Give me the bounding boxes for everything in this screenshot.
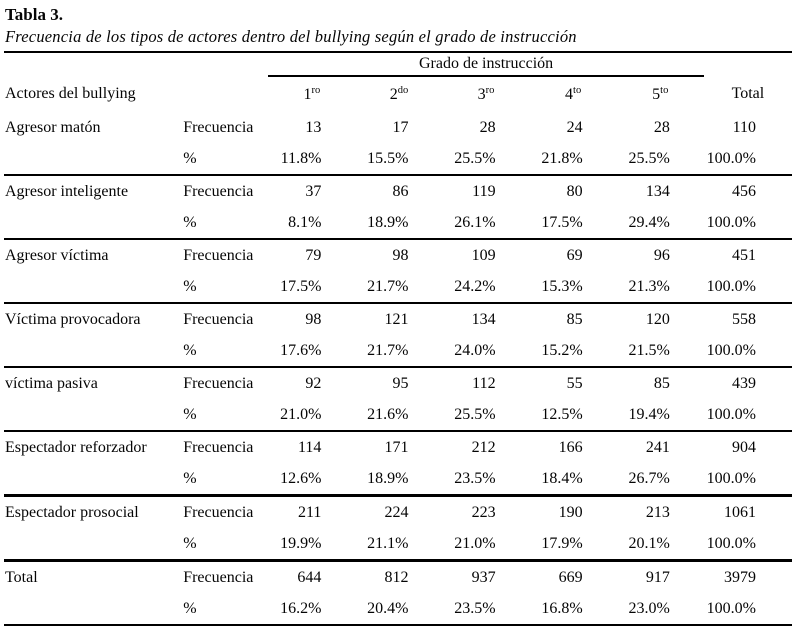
freq-cell: 86	[392, 182, 409, 200]
stat-label-frequency: Frecuencia	[183, 246, 254, 264]
pct-cell: 21.3%	[628, 277, 670, 295]
stat-label-percent: %	[183, 469, 197, 487]
pct-cell: 25.5%	[454, 405, 496, 423]
pct-cell: 21.5%	[628, 341, 670, 359]
freq-cell: 55	[566, 374, 583, 392]
grade-header-3	[442, 76, 529, 112]
pct-cell: 18.4%	[541, 469, 583, 487]
pct-cell: 29.4%	[628, 213, 670, 231]
freq-cell: 112	[472, 374, 496, 392]
actor-group-espectador-reforzador	[4, 431, 792, 496]
actor-label: Total	[5, 569, 38, 586]
grade-ordinal-suffix: to	[660, 84, 669, 96]
pct-cell: 17.9%	[541, 534, 583, 552]
pct-cell: 21.1%	[367, 534, 409, 552]
freq-cell: 28	[479, 118, 496, 136]
spanner-spacer-right	[704, 53, 792, 76]
freq-cell: 212	[471, 438, 496, 456]
actor-label: Víctima provocadora	[5, 311, 141, 328]
pct-cell: 26.7%	[628, 469, 670, 487]
stat-label-frequency: Frecuencia	[183, 374, 254, 392]
pct-cell: 20.1%	[628, 534, 670, 552]
grade-header-2	[355, 76, 442, 112]
grade-ordinal-suffix: ro	[311, 84, 321, 96]
freq-total-cell: 904	[732, 438, 756, 456]
freq-cell: 85	[566, 310, 583, 328]
freq-cell: 17	[392, 118, 409, 136]
actor-group-agresor-victima	[4, 239, 792, 303]
pct-cell: 15.3%	[541, 277, 583, 295]
freq-total-cell: 439	[732, 374, 756, 392]
pct-cell: 26.1%	[454, 213, 496, 231]
grade-base: 5	[652, 85, 661, 103]
freq-cell: 211	[297, 503, 322, 521]
stat-label-frequency: Frecuencia	[183, 118, 254, 136]
frequency-row	[4, 112, 792, 143]
frequency-row	[4, 561, 792, 594]
freq-total-cell: 451	[732, 246, 756, 264]
freq-cell: 223	[471, 503, 496, 521]
pct-cell: 23.0%	[628, 599, 670, 617]
grade-header-5	[617, 76, 704, 112]
pct-cell: 15.5%	[367, 149, 409, 167]
pct-total-cell: 100.0%	[706, 213, 756, 231]
actor-label: Espectador reforzador	[5, 439, 147, 456]
stat-label-percent: %	[183, 341, 197, 359]
freq-cell: 37	[305, 182, 322, 200]
pct-cell: 16.2%	[280, 599, 322, 617]
stat-label-percent: %	[183, 599, 197, 617]
frequency-row	[4, 239, 792, 271]
actor-group-victima-pasiva	[4, 367, 792, 431]
actor-group-espectador-prosocial	[4, 496, 792, 561]
actor-label: Agresor inteligente	[5, 183, 129, 200]
pct-cell: 18.9%	[367, 469, 409, 487]
grade-header-1	[268, 76, 355, 112]
pct-cell: 20.4%	[367, 599, 409, 617]
freq-cell: 120	[645, 310, 670, 328]
frequency-table	[4, 53, 792, 626]
grade-spanner-header: Grado de instrucción	[268, 53, 704, 76]
freq-cell: 98	[305, 310, 322, 328]
pct-cell: 24.2%	[454, 277, 496, 295]
stat-label-frequency: Frecuencia	[183, 503, 254, 521]
freq-cell: 171	[384, 438, 409, 456]
freq-cell: 109	[471, 246, 496, 264]
actor-label: Agresor matón	[5, 119, 101, 136]
freq-cell: 96	[653, 246, 670, 264]
table-title: Tabla 3.	[5, 5, 63, 24]
stat-label-frequency: Frecuencia	[183, 568, 254, 586]
freq-cell: 79	[305, 246, 322, 264]
total-group	[4, 561, 792, 626]
freq-cell: 644	[297, 568, 322, 586]
pct-cell: 21.7%	[367, 341, 409, 359]
freq-cell: 134	[645, 182, 670, 200]
pct-cell: 21.0%	[280, 405, 322, 423]
pct-total-cell: 100.0%	[706, 405, 756, 423]
stat-label-percent: %	[183, 149, 197, 167]
actors-column-header: Actores del bullying	[5, 85, 136, 102]
freq-cell: 241	[645, 438, 670, 456]
pct-total-cell: 100.0%	[706, 277, 756, 295]
pct-total-cell: 100.0%	[706, 149, 756, 167]
stat-label-percent: %	[183, 534, 197, 552]
freq-cell: 937	[471, 568, 496, 586]
freq-cell: 213	[645, 503, 670, 521]
grade-base: 3	[477, 85, 486, 103]
pct-cell: 23.5%	[454, 469, 496, 487]
freq-cell: 119	[472, 182, 496, 200]
pct-cell: 11.8%	[280, 149, 322, 167]
freq-cell: 85	[653, 374, 670, 392]
grade-base: 2	[389, 85, 398, 103]
stat-label-percent: %	[183, 213, 197, 231]
pct-cell: 24.0%	[454, 341, 496, 359]
frequency-row	[4, 175, 792, 207]
pct-cell: 18.9%	[367, 213, 409, 231]
pct-cell: 23.5%	[454, 599, 496, 617]
total-column-header: Total	[731, 85, 765, 102]
freq-cell: 190	[558, 503, 583, 521]
pct-cell: 21.8%	[541, 149, 583, 167]
pct-cell: 12.5%	[541, 405, 583, 423]
actor-group-agresor-inteligente	[4, 175, 792, 239]
actor-label: Agresor víctima	[5, 247, 109, 264]
freq-total-cell: 110	[732, 118, 756, 136]
pct-cell: 15.2%	[541, 341, 583, 359]
freq-cell: 224	[384, 503, 409, 521]
pct-total-cell: 100.0%	[706, 341, 756, 359]
actor-label: víctima pasiva	[5, 375, 98, 392]
spanner-row	[4, 53, 792, 76]
pct-total-cell: 100.0%	[706, 534, 756, 552]
frequency-row	[4, 431, 792, 463]
freq-total-cell: 1061	[724, 503, 756, 521]
actor-label: Espectador prosocial	[5, 504, 139, 521]
freq-total-cell: 3979	[724, 568, 756, 586]
freq-cell: 98	[392, 246, 409, 264]
pct-cell: 21.0%	[454, 534, 496, 552]
pct-cell: 25.5%	[628, 149, 670, 167]
pct-cell: 8.1%	[288, 213, 322, 231]
grade-base: 1	[303, 85, 312, 103]
freq-cell: 69	[566, 246, 583, 264]
freq-cell: 114	[297, 438, 322, 456]
grade-ordinal-suffix: ro	[485, 84, 495, 96]
freq-cell: 121	[384, 310, 409, 328]
frequency-row	[4, 303, 792, 335]
pct-cell: 17.6%	[280, 341, 322, 359]
pct-cell: 17.5%	[280, 277, 322, 295]
pct-cell: 16.8%	[541, 599, 583, 617]
pct-cell: 21.7%	[367, 277, 409, 295]
freq-cell: 80	[566, 182, 583, 200]
pct-cell: 25.5%	[454, 149, 496, 167]
freq-total-cell: 558	[732, 310, 756, 328]
pct-cell: 21.6%	[367, 405, 409, 423]
freq-cell: 812	[384, 568, 409, 586]
table-subtitle: Frecuencia de los tipos de actores dentro del bullying según el grado de instrucción	[4, 27, 792, 53]
freq-cell: 669	[558, 568, 583, 586]
frequency-row	[4, 496, 792, 529]
pct-total-cell: 100.0%	[706, 599, 756, 617]
pct-cell: 17.5%	[541, 213, 583, 231]
stat-label-frequency: Frecuencia	[183, 310, 254, 328]
grade-base: 4	[565, 85, 574, 103]
stat-label-percent: %	[183, 405, 197, 423]
actor-group-victima-provocadora	[4, 303, 792, 367]
stat-label-frequency: Frecuencia	[183, 438, 254, 456]
column-header-row	[4, 76, 792, 112]
pct-total-cell: 100.0%	[706, 469, 756, 487]
freq-cell: 92	[305, 374, 322, 392]
spanner-spacer-left	[4, 53, 268, 76]
grade-header-4	[530, 76, 617, 112]
freq-cell: 134	[471, 310, 496, 328]
freq-cell: 13	[305, 118, 322, 136]
pct-cell: 19.9%	[280, 534, 322, 552]
stat-label-frequency: Frecuencia	[183, 182, 254, 200]
freq-cell: 917	[645, 568, 670, 586]
table-header	[4, 53, 792, 112]
actor-group-agresor-maton	[4, 112, 792, 175]
freq-cell: 166	[558, 438, 583, 456]
frequency-row	[4, 367, 792, 399]
freq-cell: 95	[392, 374, 409, 392]
freq-cell: 24	[566, 118, 583, 136]
freq-cell: 28	[653, 118, 670, 136]
stat-label-percent: %	[183, 277, 197, 295]
pct-cell: 12.6%	[280, 469, 322, 487]
freq-total-cell: 456	[732, 182, 756, 200]
grade-ordinal-suffix: do	[397, 84, 409, 96]
pct-cell: 19.4%	[628, 405, 670, 423]
grade-ordinal-suffix: to	[573, 84, 582, 96]
